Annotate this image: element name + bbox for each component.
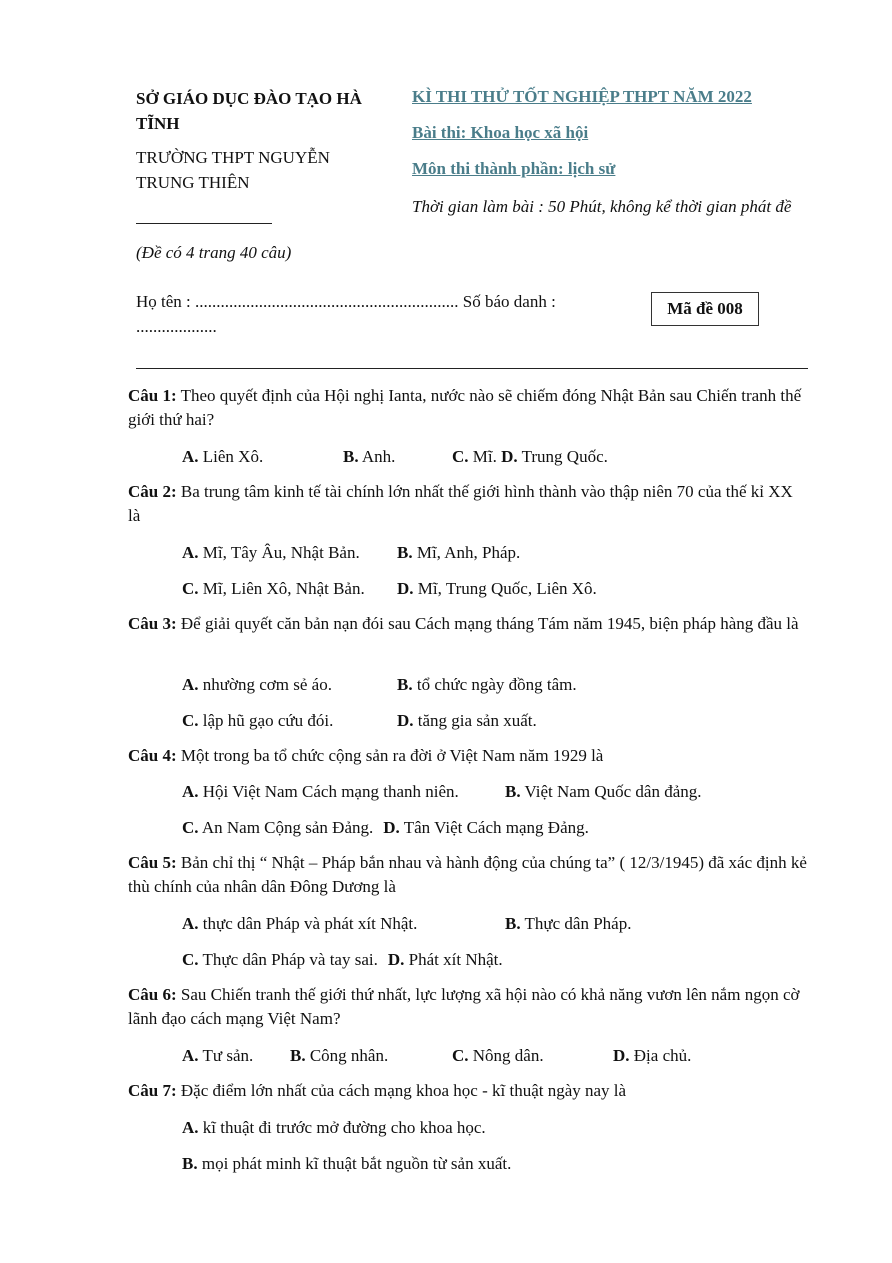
- q3-option-a: A. nhường cơm sẻ áo.: [182, 675, 332, 694]
- question-label: Câu 2:: [128, 482, 177, 501]
- q6-option-c: C. Nông dân.: [452, 1046, 544, 1065]
- q6-option-b: B. Công nhân.: [290, 1046, 389, 1065]
- q7-option-a: A. kĩ thuật đi trước mở đường cho khoa học.: [182, 1118, 486, 1137]
- q2-option-c: C. Mĩ, Liên Xô, Nhật Bản.: [182, 579, 365, 598]
- q1-option-b: B. Anh.: [343, 447, 396, 466]
- question-5: [128, 851, 808, 899]
- section-divider: [136, 368, 808, 369]
- q2-option-a: A. Mĩ, Tây Âu, Nhật Bản.: [182, 543, 360, 562]
- question-label: Câu 6:: [128, 985, 177, 1004]
- question-text: Sau Chiến tranh thế giới thứ nhất, lực lượng xã hội nào có khả năng vươn lên nắm ngọn cờ lãnh đạo cách mạng Việt Nam?: [128, 985, 800, 1028]
- q2-option-d: D. Mĩ, Trung Quốc, Liên Xô.: [397, 579, 597, 598]
- question-4: [128, 744, 808, 768]
- q2-option-b: B. Mĩ, Anh, Pháp.: [397, 543, 521, 562]
- question-6: [128, 983, 808, 1031]
- q3-option-c: C. lập hũ gạo cứu đói.: [182, 711, 334, 730]
- question-text: Một trong ba tổ chức cộng sản ra đời ở Việt Nam năm 1929 là: [176, 746, 604, 765]
- candidate-info-line: Họ tên : .............................................................. Số báo danh : ...................: [136, 292, 556, 336]
- exam-component: Môn thi thành phần: lịch sử: [412, 159, 616, 178]
- exam-code: Mã đề 008: [667, 299, 743, 318]
- question-1: [128, 384, 808, 432]
- question-text: Bản chỉ thị “ Nhật – Pháp bắn nhau và hành động của chúng ta” ( 12/3/1945) đã xác định kẻ thù chính của nhân dân Đông Dương là: [128, 853, 807, 896]
- exam-time: Thời gian làm bài : 50 Phút, không kể thời gian phát đề: [412, 197, 792, 216]
- school-name: TRƯỜNG THPT NGUYỄN TRUNG THIÊN: [136, 148, 330, 192]
- exam-code-box: [651, 292, 759, 326]
- question-7: [128, 1079, 808, 1103]
- q5-option-a: A. thực dân Pháp và phát xít Nhật.: [182, 914, 418, 933]
- q4-option-a: A. Hội Việt Nam Cách mạng thanh niên.: [182, 782, 459, 801]
- q1-option-c-d: C. Mĩ. D. Trung Quốc.: [452, 447, 608, 466]
- q5-option-c-d: C. Thực dân Pháp và tay sai. D. Phát xít Nhật.: [182, 950, 503, 969]
- question-2: [128, 480, 808, 528]
- q6-option-a: A. Tư sản.: [182, 1046, 254, 1065]
- question-label: Câu 4:: [128, 746, 177, 765]
- question-3: [128, 612, 808, 636]
- question-label: Câu 5:: [128, 853, 177, 872]
- question-text: Theo quyết định của Hội nghị Ianta, nước nào sẽ chiếm đóng Nhật Bản sau Chiến tranh thế giới thứ hai?: [128, 386, 802, 429]
- question-label: Câu 7:: [128, 1081, 177, 1100]
- question-label: Câu 1:: [128, 386, 177, 405]
- q4-option-b: B. Việt Nam Quốc dân đảng.: [505, 782, 702, 801]
- header-divider: [136, 223, 272, 224]
- department-name: SỞ GIÁO DỤC ĐÀO TẠO HÀ TĨNH: [136, 89, 362, 133]
- q7-option-b: B. mọi phát minh kĩ thuật bắt nguồn từ sản xuất.: [182, 1154, 512, 1173]
- question-text: Để giải quyết căn bản nạn đói sau Cách mạng tháng Tám năm 1945, biện pháp hàng đầu là: [176, 614, 799, 633]
- q3-option-b: B. tổ chức ngày đồng tâm.: [397, 675, 577, 694]
- q5-option-b: B. Thực dân Pháp.: [505, 914, 632, 933]
- q1-option-a: A. Liên Xô.: [182, 447, 264, 466]
- page-note: (Đề có 4 trang 40 câu): [136, 243, 292, 262]
- question-text: Đặc điểm lớn nhất của cách mạng khoa học - kĩ thuật ngày nay là: [176, 1081, 627, 1100]
- question-label: Câu 3:: [128, 614, 177, 633]
- exam-subject: Bài thi: Khoa học xã hội: [412, 123, 589, 142]
- q4-option-c-d: C. An Nam Cộng sản Đảng. D. Tân Việt Cách mạng Đảng.: [182, 818, 589, 837]
- question-text: Ba trung tâm kinh tế tài chính lớn nhất thế giới hình thành vào thập niên 70 của thế kỉ XX là: [128, 482, 793, 525]
- exam-title: KÌ THI THỬ TỐT NGHIỆP THPT NĂM 2022: [412, 87, 752, 106]
- q6-option-d: D. Địa chủ.: [613, 1046, 692, 1065]
- q3-option-d: D. tăng gia sản xuất.: [397, 711, 537, 730]
